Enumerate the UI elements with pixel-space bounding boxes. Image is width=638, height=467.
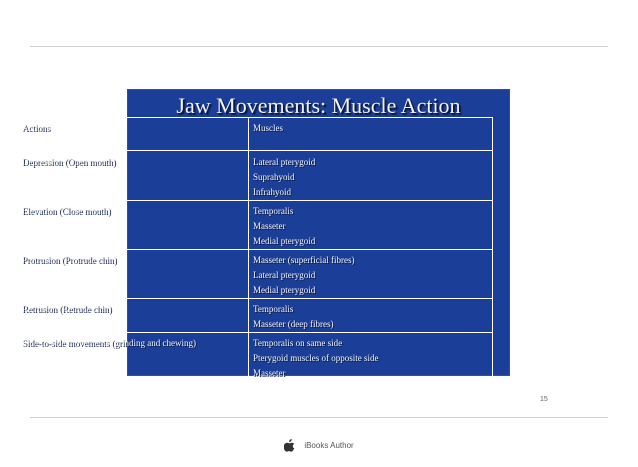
muscles-cell <box>249 201 493 250</box>
action-cell <box>18 250 249 299</box>
action-text: Elevation (Close mouth) <box>22 206 111 216</box>
action-cell <box>18 201 249 250</box>
muscle-item: Temporalis <box>253 206 294 216</box>
muscles-cell <box>249 151 493 201</box>
muscle-item: Pterygoid muscles of opposite side <box>253 353 379 363</box>
muscles-cell <box>249 250 493 299</box>
footer-label: iBooks Author <box>304 440 354 450</box>
page-number: 15 <box>540 396 548 403</box>
table-row <box>18 250 493 299</box>
footer <box>0 437 638 453</box>
muscle-item: Temporalis <box>253 304 294 314</box>
action-text: Side-to-side movements (grinding and chewing) <box>22 338 196 348</box>
action-cell <box>18 151 249 201</box>
table-row <box>18 201 493 250</box>
muscle-item: Suprahyoid <box>253 172 295 182</box>
table-row <box>18 333 493 382</box>
muscle-item: Lateral pterygoid <box>253 157 316 167</box>
muscle-item: Medial pterygoid <box>253 236 316 246</box>
muscle-item: Masseter (deep fibres) <box>253 319 334 329</box>
table-row <box>18 151 493 201</box>
muscle-item: Medial pterygoid <box>253 285 316 295</box>
action-text: Depression (Open mouth) <box>22 157 116 167</box>
muscles-cell <box>249 333 493 382</box>
muscle-item: Lateral pterygoid <box>253 270 316 280</box>
header-actions: Actions <box>18 118 249 151</box>
muscle-item: Infrahyoid <box>253 187 292 197</box>
muscle-item: Temporalis on same side <box>253 338 343 348</box>
muscle-action-table <box>17 117 493 382</box>
muscle-item: Masseter (superficial fibres) <box>253 255 355 265</box>
action-cell <box>18 333 249 382</box>
table-header-row <box>18 118 493 151</box>
muscle-item: Masseter <box>253 221 286 231</box>
muscles-cell <box>249 299 493 333</box>
slide-title: Jaw Movements: Muscle Action <box>176 93 461 118</box>
muscle-item: Masseter <box>253 368 286 378</box>
action-cell <box>18 299 249 333</box>
action-text: Protrusion (Protrude chin) <box>22 255 117 265</box>
apple-icon <box>284 439 295 452</box>
action-text: Retrusion (Retrude chin) <box>22 304 112 314</box>
table-row <box>18 299 493 333</box>
header-muscles: Muscles <box>249 118 493 151</box>
